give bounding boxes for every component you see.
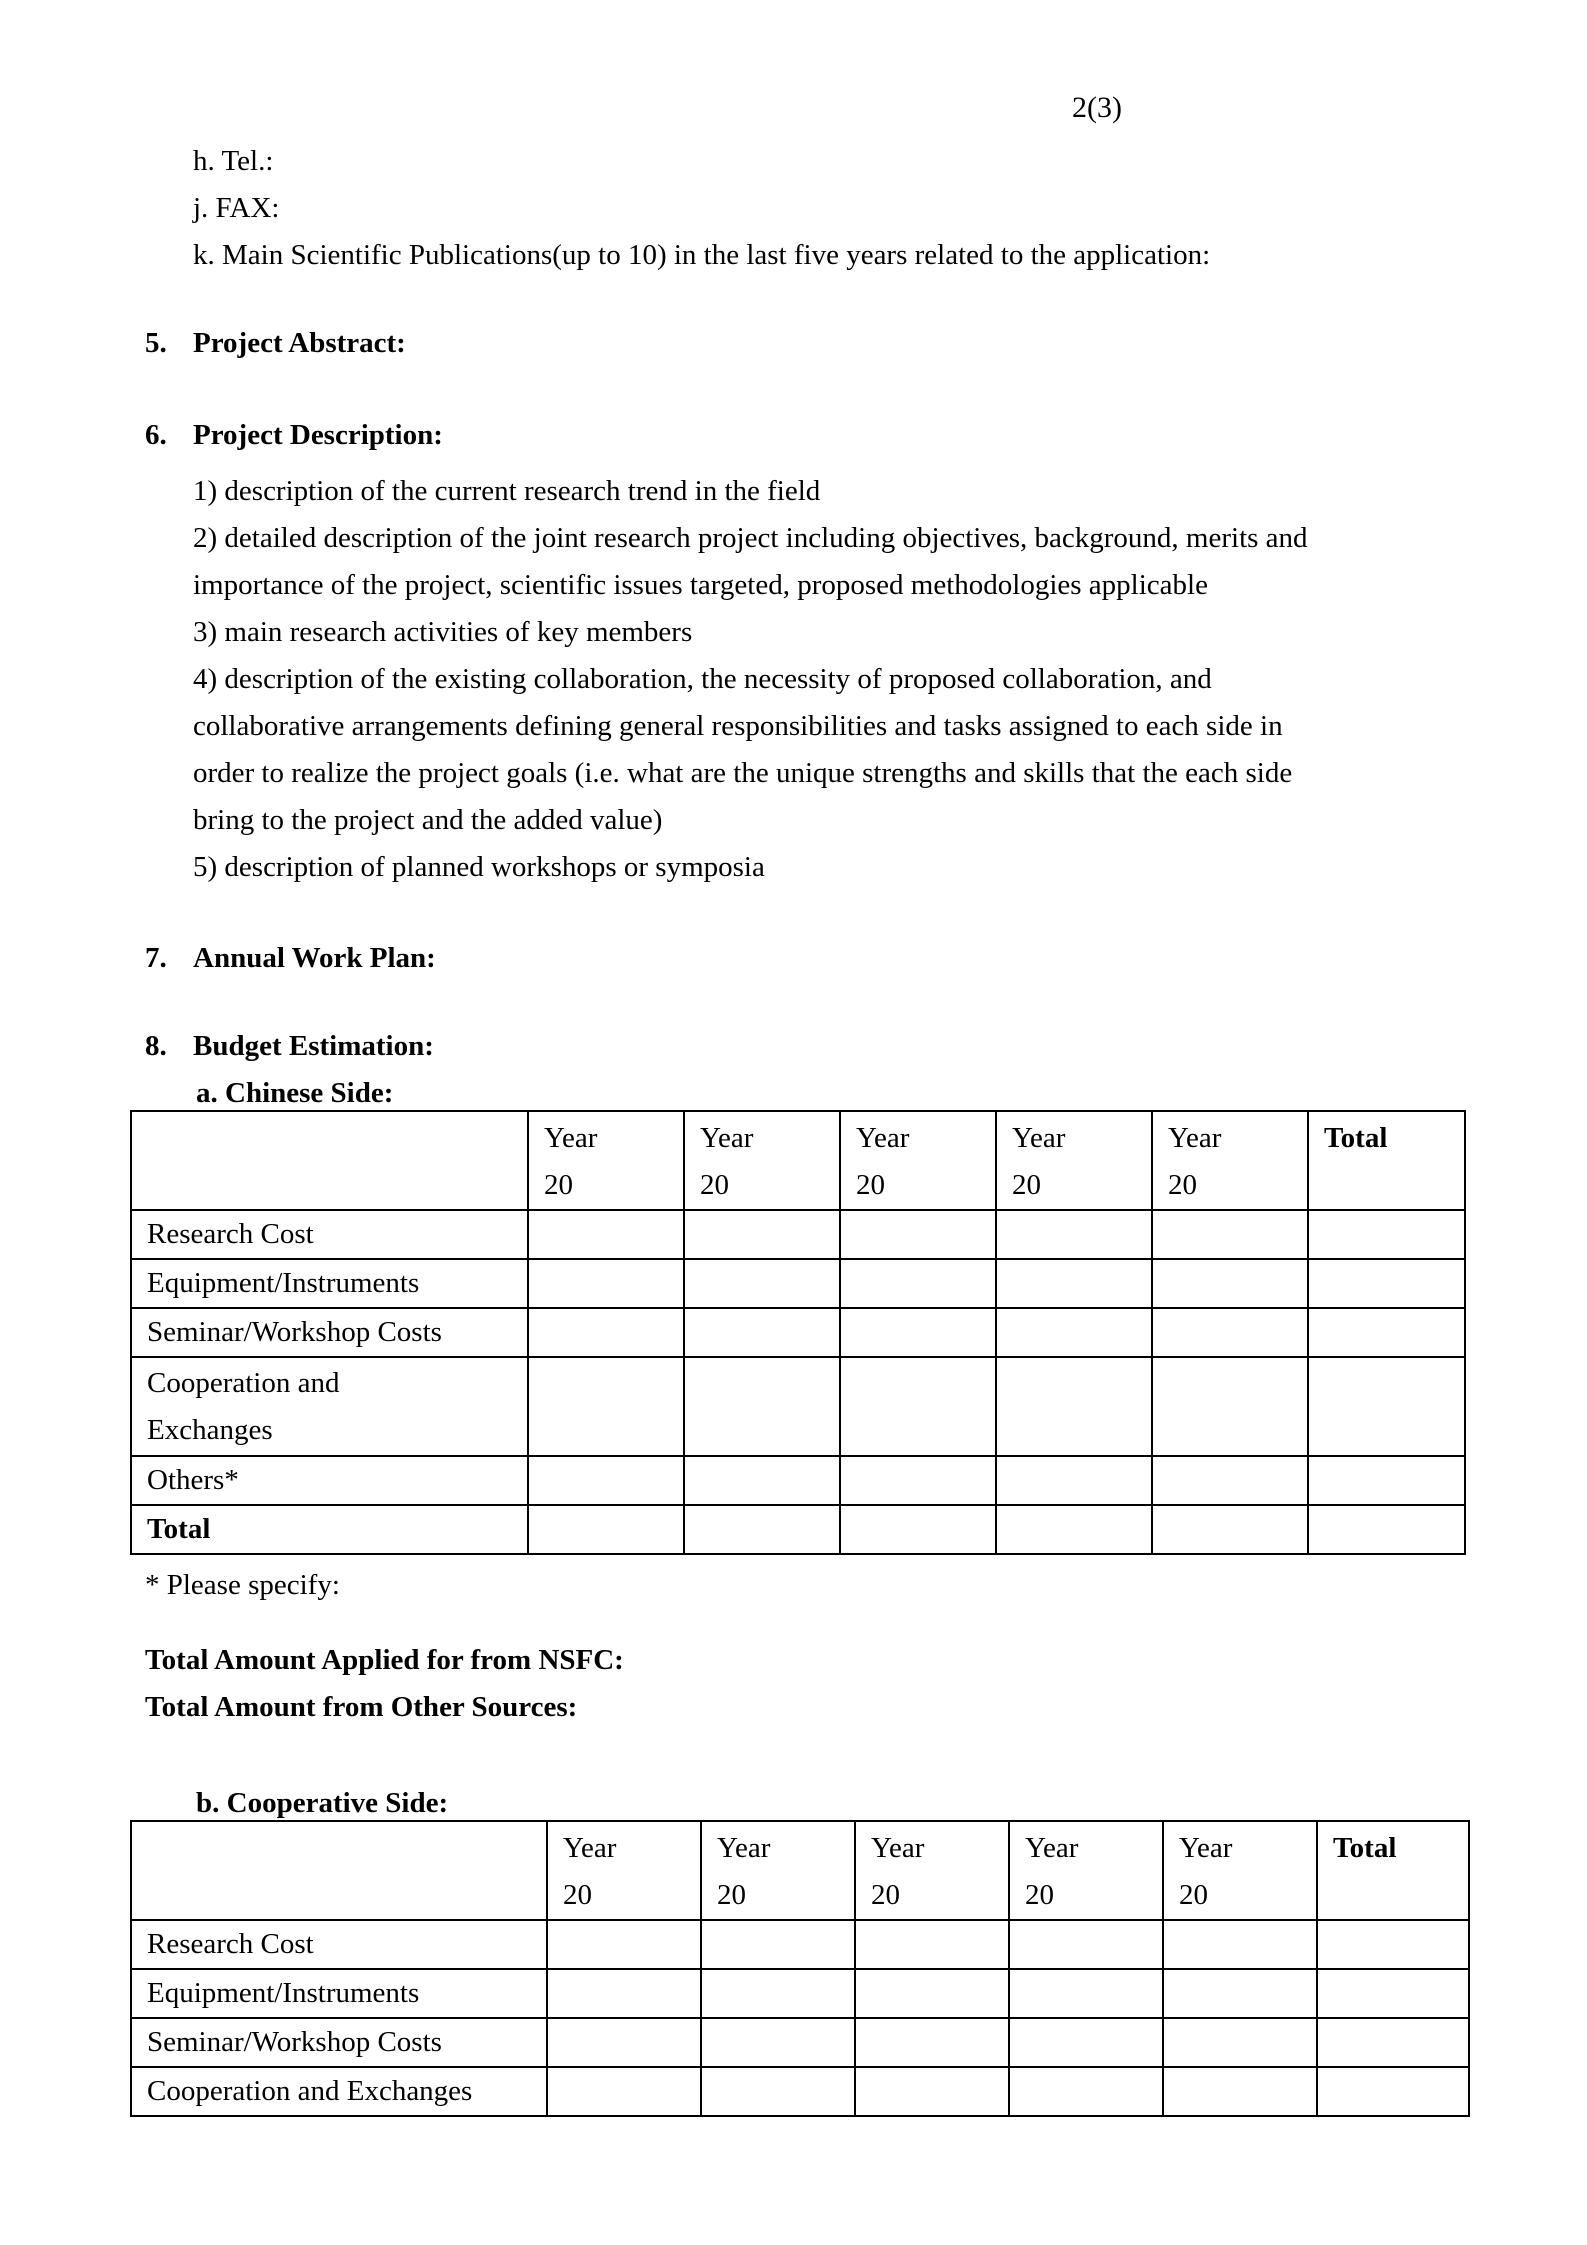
section-title: Annual Work Plan: bbox=[193, 942, 436, 974]
description-line: importance of the project, scientific issues targeted, proposed methodologies applicable bbox=[193, 569, 1208, 601]
budget-row-label: Cooperation and Exchanges bbox=[131, 2067, 547, 2116]
budget-empty-cell bbox=[528, 1456, 684, 1505]
section-heading-project-abstract bbox=[145, 320, 1587, 367]
budget-empty-cell bbox=[1152, 1505, 1308, 1554]
section-title: Project Description: bbox=[193, 419, 443, 451]
budget-chinese-side-label: a. Chinese Side: bbox=[196, 1077, 394, 1109]
budget-empty-cell bbox=[1009, 1920, 1163, 1969]
section-number: 6. bbox=[145, 419, 167, 451]
budget-row-label: Research Cost bbox=[131, 1920, 547, 1969]
budget-table-row bbox=[131, 1505, 1465, 1554]
budget-empty-cell bbox=[547, 1920, 701, 1969]
total-column-header: Total bbox=[1317, 1821, 1469, 1920]
budget-empty-cell bbox=[528, 1210, 684, 1259]
year-column-header: Year 20 bbox=[684, 1111, 840, 1210]
description-line: 5) description of planned workshops or symposia bbox=[193, 851, 765, 883]
section-heading-project-description bbox=[145, 412, 1587, 459]
budget-empty-cell bbox=[1152, 1456, 1308, 1505]
budget-row-label: Seminar/Workshop Costs bbox=[131, 1308, 528, 1357]
budget-row-label: Total bbox=[131, 1505, 528, 1554]
year-column-header: Year 20 bbox=[855, 1821, 1009, 1920]
total-column-header: Total bbox=[1308, 1111, 1465, 1210]
budget-empty-cell bbox=[1009, 1969, 1163, 2018]
budget-table-header-row bbox=[131, 1111, 1465, 1210]
description-line: collaborative arrangements defining general responsibilities and tasks assigned to each side in bbox=[193, 710, 1283, 742]
blank-header-cell bbox=[131, 1111, 528, 1210]
budget-empty-cell bbox=[701, 1969, 855, 2018]
year-column-header: Year 20 bbox=[996, 1111, 1152, 1210]
budget-empty-cell bbox=[1308, 1210, 1465, 1259]
budget-empty-cell bbox=[684, 1210, 840, 1259]
budget-empty-cell bbox=[996, 1505, 1152, 1554]
year-column-header: Year 20 bbox=[528, 1111, 684, 1210]
budget-empty-cell bbox=[1317, 2018, 1469, 2067]
budget-empty-cell bbox=[840, 1259, 996, 1308]
year-column-header: Year 20 bbox=[547, 1821, 701, 1920]
project-description-lines bbox=[193, 468, 1587, 891]
description-line: 4) description of the existing collaboration, the necessity of proposed collaboration, and bbox=[193, 663, 1212, 695]
contact-block bbox=[193, 138, 1587, 279]
budget-cooperative-side-label: b. Cooperative Side: bbox=[196, 1787, 449, 1819]
budget-empty-cell bbox=[996, 1456, 1152, 1505]
total-nsfc-label: Total Amount Applied for from NSFC: bbox=[145, 1644, 624, 1676]
budget-empty-cell bbox=[1163, 1969, 1317, 2018]
budget-empty-cell bbox=[701, 1920, 855, 1969]
total-other-sources-label: Total Amount from Other Sources: bbox=[145, 1691, 578, 1723]
budget-empty-cell bbox=[547, 2067, 701, 2116]
budget-empty-cell bbox=[996, 1210, 1152, 1259]
budget-empty-cell bbox=[1152, 1308, 1308, 1357]
budget-empty-cell bbox=[1152, 1210, 1308, 1259]
budget-empty-cell bbox=[855, 2067, 1009, 2116]
budget-empty-cell bbox=[840, 1308, 996, 1357]
section-title: Project Abstract: bbox=[193, 327, 406, 359]
contact-line-tel: h. Tel.: bbox=[193, 145, 274, 177]
budget-empty-cell bbox=[1152, 1357, 1308, 1456]
budget-empty-cell bbox=[840, 1505, 996, 1554]
budget-empty-cell bbox=[528, 1505, 684, 1554]
section-number: 8. bbox=[145, 1030, 167, 1062]
budget-empty-cell bbox=[1308, 1259, 1465, 1308]
page-number: 2(3) bbox=[1072, 91, 1122, 124]
budget-empty-cell bbox=[684, 1456, 840, 1505]
budget-empty-cell bbox=[1308, 1357, 1465, 1456]
budget-row-label: Seminar/Workshop Costs bbox=[131, 2018, 547, 2067]
budget-table-cooperative-side bbox=[130, 1820, 1470, 2117]
budget-table-chinese-side bbox=[130, 1110, 1466, 1555]
budget-row-label: Cooperation and Exchanges bbox=[131, 1357, 528, 1456]
budget-empty-cell bbox=[1009, 2067, 1163, 2116]
budget-empty-cell bbox=[840, 1456, 996, 1505]
budget-row-label: Equipment/Instruments bbox=[131, 1259, 528, 1308]
section-number: 7. bbox=[145, 942, 167, 974]
section-heading-annual-work-plan bbox=[145, 935, 1587, 982]
budget-empty-cell bbox=[1308, 1308, 1465, 1357]
totals-block bbox=[145, 1637, 1587, 1731]
budget-empty-cell bbox=[840, 1210, 996, 1259]
budget-empty-cell bbox=[1163, 2067, 1317, 2116]
year-column-header: Year 20 bbox=[701, 1821, 855, 1920]
description-line: 3) main research activities of key members bbox=[193, 616, 693, 648]
budget-empty-cell bbox=[547, 2018, 701, 2067]
budget-row-label: Research Cost bbox=[131, 1210, 528, 1259]
year-column-header: Year 20 bbox=[840, 1111, 996, 1210]
budget-empty-cell bbox=[1152, 1259, 1308, 1308]
please-specify-note: * Please specify: bbox=[145, 1569, 340, 1601]
budget-empty-cell bbox=[1163, 2018, 1317, 2067]
budget-table-row bbox=[131, 1308, 1465, 1357]
budget-empty-cell bbox=[684, 1357, 840, 1456]
year-column-header: Year 20 bbox=[1163, 1821, 1317, 1920]
budget-empty-cell bbox=[684, 1308, 840, 1357]
budget-empty-cell bbox=[528, 1308, 684, 1357]
blank-header-cell bbox=[131, 1821, 547, 1920]
budget-table-row bbox=[131, 1969, 1469, 2018]
budget-table-row bbox=[131, 1210, 1465, 1259]
budget-empty-cell bbox=[996, 1259, 1152, 1308]
budget-table-row bbox=[131, 2018, 1469, 2067]
budget-empty-cell bbox=[996, 1308, 1152, 1357]
budget-empty-cell bbox=[547, 1969, 701, 2018]
budget-empty-cell bbox=[701, 2067, 855, 2116]
budget-empty-cell bbox=[1009, 2018, 1163, 2067]
budget-empty-cell bbox=[1317, 2067, 1469, 2116]
budget-row-label: Equipment/Instruments bbox=[131, 1969, 547, 2018]
budget-empty-cell bbox=[701, 2018, 855, 2067]
budget-empty-cell bbox=[855, 1920, 1009, 1969]
budget-table-row bbox=[131, 2067, 1469, 2116]
description-line: bring to the project and the added value) bbox=[193, 804, 663, 836]
budget-table-row bbox=[131, 1920, 1469, 1969]
budget-empty-cell bbox=[996, 1357, 1152, 1456]
budget-empty-cell bbox=[1308, 1456, 1465, 1505]
description-line: 1) description of the current research trend in the field bbox=[193, 475, 821, 507]
budget-empty-cell bbox=[528, 1259, 684, 1308]
budget-table-header-row bbox=[131, 1821, 1469, 1920]
budget-empty-cell bbox=[684, 1259, 840, 1308]
budget-table-row bbox=[131, 1259, 1465, 1308]
contact-line-publications: k. Main Scientific Publications(up to 10) in the last five years related to the application: bbox=[193, 239, 1211, 271]
budget-empty-cell bbox=[1317, 1969, 1469, 2018]
budget-empty-cell bbox=[684, 1505, 840, 1554]
budget-table-row bbox=[131, 1456, 1465, 1505]
section-heading-budget-estimation bbox=[145, 1023, 1587, 1070]
budget-empty-cell bbox=[855, 2018, 1009, 2067]
budget-empty-cell bbox=[855, 1969, 1009, 2018]
budget-table-row bbox=[131, 1357, 1465, 1456]
description-line: 2) detailed description of the joint research project including objectives, background, merits and bbox=[193, 522, 1308, 554]
section-number: 5. bbox=[145, 327, 167, 359]
year-column-header: Year 20 bbox=[1009, 1821, 1163, 1920]
budget-empty-cell bbox=[1308, 1505, 1465, 1554]
section-title: Budget Estimation: bbox=[193, 1030, 434, 1062]
budget-empty-cell bbox=[840, 1357, 996, 1456]
budget-empty-cell bbox=[528, 1357, 684, 1456]
budget-empty-cell bbox=[1163, 1920, 1317, 1969]
year-column-header: Year 20 bbox=[1152, 1111, 1308, 1210]
budget-row-label: Others* bbox=[131, 1456, 528, 1505]
description-line: order to realize the project goals (i.e. what are the unique strengths and skills that the each side bbox=[193, 757, 1293, 789]
contact-line-fax: j. FAX: bbox=[193, 192, 280, 224]
budget-empty-cell bbox=[1317, 1920, 1469, 1969]
